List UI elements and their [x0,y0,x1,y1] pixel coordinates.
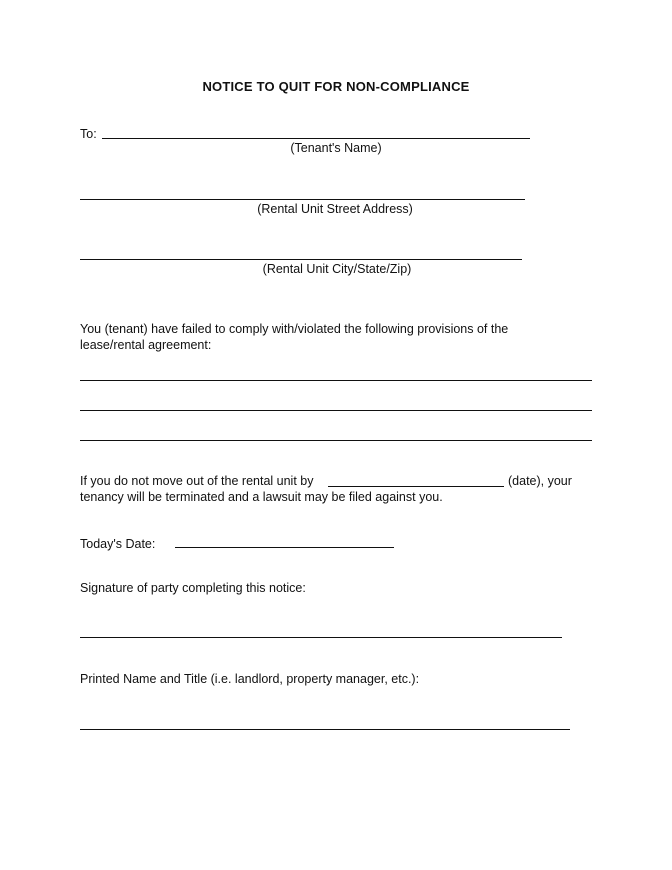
move-out-date-line[interactable] [328,486,504,487]
signature-line[interactable] [80,637,562,638]
printed-name-label: Printed Name and Title (i.e. landlord, property manager, etc.): [80,672,420,686]
todays-date-label: Today's Date: [80,537,156,551]
printed-name-line[interactable] [80,729,570,730]
violation-line-1[interactable] [80,380,592,381]
city-state-zip-caption: (Rental Unit City/State/Zip) [262,262,412,276]
street-address-caption: (Rental Unit Street Address) [257,202,413,216]
violation-line-2[interactable] [80,410,592,411]
to-label: To: [80,127,97,141]
move-out-line2: tenancy will be terminated and a lawsuit may be filed against you. [80,490,443,504]
signature-label: Signature of party completing this notice: [80,581,306,595]
tenant-name-line[interactable] [102,138,530,139]
todays-date-line[interactable] [175,547,394,548]
street-address-line[interactable] [80,199,525,200]
document-title: NOTICE TO QUIT FOR NON-COMPLIANCE [202,79,470,94]
tenant-name-caption: (Tenant's Name) [290,141,382,155]
move-out-prefix: If you do not move out of the rental unit by [80,474,314,488]
violation-line-3[interactable] [80,440,592,441]
violation-text-line1: You (tenant) have failed to comply with/violated the following provisions of the [80,322,509,336]
move-out-suffix: (date), your [508,474,572,488]
city-state-zip-line[interactable] [80,259,522,260]
violation-text-line2: lease/rental agreement: [80,338,212,352]
